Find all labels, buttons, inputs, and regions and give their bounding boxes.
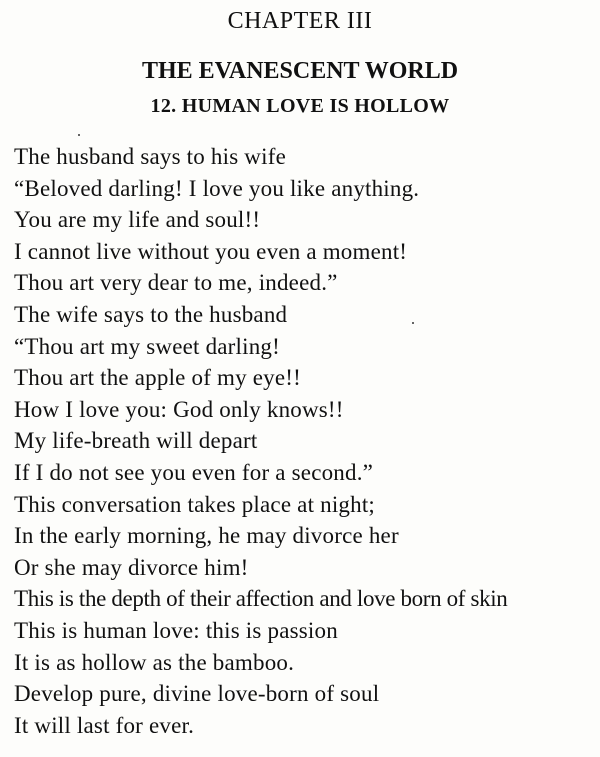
poem-line: Thou art very dear to me, indeed.” xyxy=(14,270,338,296)
poem-line: The wife says to the husband xyxy=(14,301,288,327)
poem-line: “Beloved darling! I love you like anything. xyxy=(14,175,420,201)
poem-body xyxy=(14,141,600,741)
poem-line: This is human love: this is passion xyxy=(14,617,338,643)
poem-line: This conversation takes place at night; xyxy=(14,491,375,517)
poem-line: How I love you: God only knows!! xyxy=(14,396,344,422)
poem-line: If I do not see you even for a second.” xyxy=(14,459,374,485)
section-title: THE EVANESCENT WORLD xyxy=(141,58,459,84)
poem-line: I cannot live without you even a moment! xyxy=(14,238,408,264)
poem-line: The husband says to his wife xyxy=(14,144,286,169)
chapter-heading: CHAPTER III xyxy=(227,8,373,34)
poem-line: My life-breath will depart xyxy=(14,428,258,454)
poem-line: “Thou art my sweet darling! xyxy=(14,333,280,359)
poem-line: It is as hollow as the bamboo. xyxy=(14,649,295,675)
poem-line: In the early morning, he may divorce her xyxy=(14,523,399,549)
poem-line: Thou art the apple of my eye!! xyxy=(14,365,301,391)
poem-line: Or she may divorce him! xyxy=(14,554,249,580)
poem-line: You are my life and soul!! xyxy=(14,207,261,233)
poem-title: 12. HUMAN LOVE IS HOLLOW xyxy=(150,95,450,117)
poem-line: It will last for ever. xyxy=(14,712,195,738)
poem-line: Develop pure, divine love-born of soul xyxy=(14,681,380,707)
print-speck xyxy=(78,134,80,136)
print-speck xyxy=(412,322,414,324)
poem-line: This is the depth of their affection and love born of skin xyxy=(14,586,508,612)
